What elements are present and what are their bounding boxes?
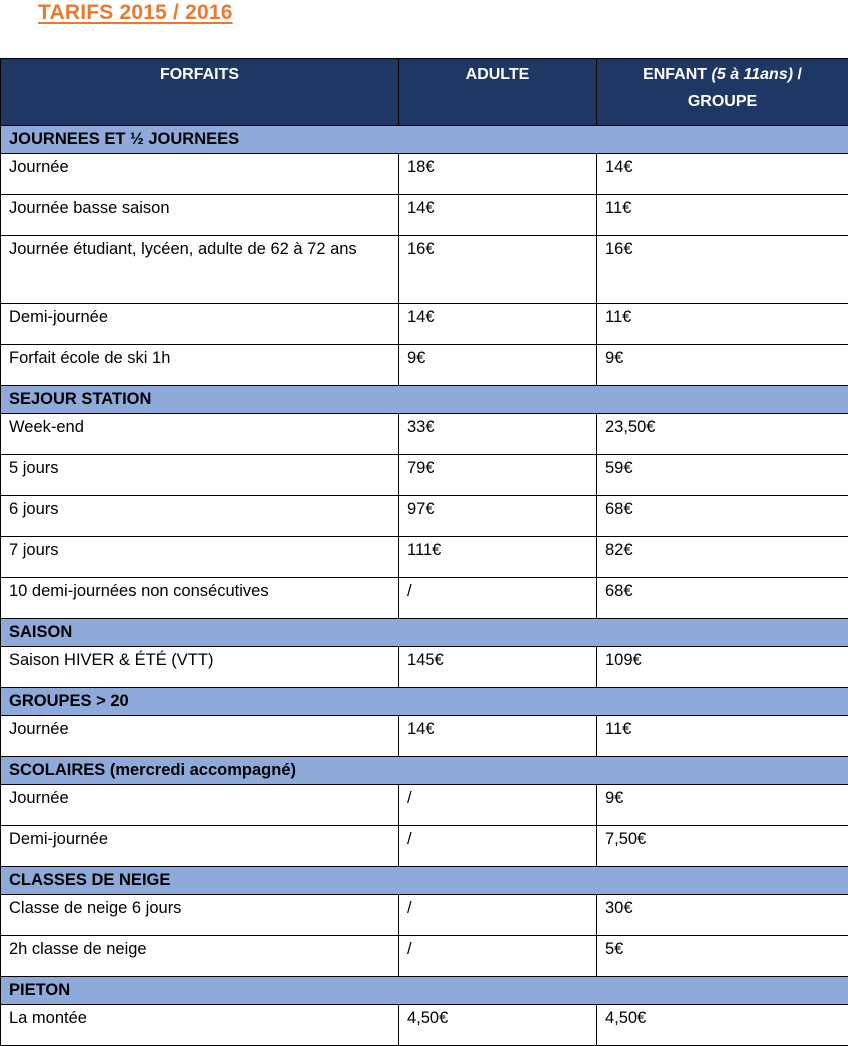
section-row [1,386,848,414]
table-row [1,716,848,757]
section-title: SEJOUR STATION [1,386,848,414]
cell-adulte: 79€ [399,455,597,496]
cell-enfant: 82€ [597,537,848,578]
table-row [1,785,848,826]
cell-enfant: 4,50€ [597,1005,848,1046]
cell-enfant: 11€ [597,716,848,757]
cell-enfant: 14€ [597,154,848,195]
cell-forfait: 2h classe de neige [1,936,399,977]
cell-adulte: 16€ [399,236,597,304]
cell-adulte: / [399,895,597,936]
cell-forfait: 10 demi-journées non consécutives [1,578,399,619]
cell-enfant: 5€ [597,936,848,977]
table-row [1,537,848,578]
cell-forfait: Journée basse saison [1,195,399,236]
cell-adulte: 14€ [399,716,597,757]
cell-enfant: 23,50€ [597,414,848,455]
table-row [1,414,848,455]
page-title: TARIFS 2015 / 2016 [38,0,233,26]
cell-forfait: Week-end [1,414,399,455]
section-row [1,867,848,895]
table-row [1,496,848,537]
table-row [1,936,848,977]
cell-adulte: 97€ [399,496,597,537]
cell-enfant: 9€ [597,345,848,386]
cell-enfant: 59€ [597,455,848,496]
cell-forfait: 5 jours [1,455,399,496]
header-enfant-label: ENFANT [643,66,711,83]
cell-adulte: 14€ [399,195,597,236]
cell-enfant: 16€ [597,236,848,304]
table-row [1,895,848,936]
cell-enfant: 7,50€ [597,826,848,867]
tarifs-body [1,126,848,1046]
cell-enfant: 30€ [597,895,848,936]
table-row [1,236,848,304]
cell-enfant: 68€ [597,496,848,537]
header-enfant-age: (5 à 11ans) [712,66,794,83]
cell-forfait: La montée [1,1005,399,1046]
cell-forfait: Journée étudiant, lycéen, adulte de 62 à 72 ans [1,236,399,304]
section-row [1,977,848,1005]
cell-adulte: 111€ [399,537,597,578]
cell-forfait: Classe de neige 6 jours [1,895,399,936]
table-row [1,826,848,867]
cell-forfait: Journée [1,154,399,195]
table-row [1,195,848,236]
table-row [1,1005,848,1046]
section-title: CLASSES DE NEIGE [1,867,848,895]
cell-adulte: 14€ [399,304,597,345]
cell-adulte: 145€ [399,647,597,688]
cell-forfait: 6 jours [1,496,399,537]
cell-forfait: Demi-journée [1,826,399,867]
cell-adulte: / [399,578,597,619]
header-forfaits: FORFAITS [1,59,399,126]
cell-enfant: 9€ [597,785,848,826]
cell-forfait: Journée [1,785,399,826]
header-enfant-slash: / [793,66,802,83]
cell-forfait: Demi-journée [1,304,399,345]
cell-enfant: 11€ [597,195,848,236]
tarifs-table [0,58,848,1046]
cell-adulte: 4,50€ [399,1005,597,1046]
section-title: GROUPES > 20 [1,688,848,716]
cell-adulte: / [399,826,597,867]
cell-enfant: 68€ [597,578,848,619]
cell-forfait: Forfait école de ski 1h [1,345,399,386]
cell-adulte: / [399,936,597,977]
table-row [1,345,848,386]
section-row [1,619,848,647]
table-row [1,578,848,619]
header-adulte: ADULTE [399,59,597,126]
table-row [1,455,848,496]
section-title: JOURNEES ET ½ JOURNEES [1,126,848,154]
table-row [1,304,848,345]
cell-enfant: 11€ [597,304,848,345]
section-title: SCOLAIRES (mercredi accompagné) [1,757,848,785]
section-title: SAISON [1,619,848,647]
cell-enfant: 109€ [597,647,848,688]
header-enfant-groupe [597,59,848,126]
section-row [1,688,848,716]
cell-forfait: Journée [1,716,399,757]
section-row [1,126,848,154]
section-row [1,757,848,785]
cell-forfait: 7 jours [1,537,399,578]
cell-adulte: 33€ [399,414,597,455]
table-row [1,154,848,195]
table-row [1,647,848,688]
cell-forfait: Saison HIVER & ÉTÉ (VTT) [1,647,399,688]
section-title: PIETON [1,977,848,1005]
cell-adulte: 9€ [399,345,597,386]
cell-adulte: / [399,785,597,826]
cell-adulte: 18€ [399,154,597,195]
header-groupe-label: GROUPE [688,93,757,110]
header-row [1,59,848,126]
